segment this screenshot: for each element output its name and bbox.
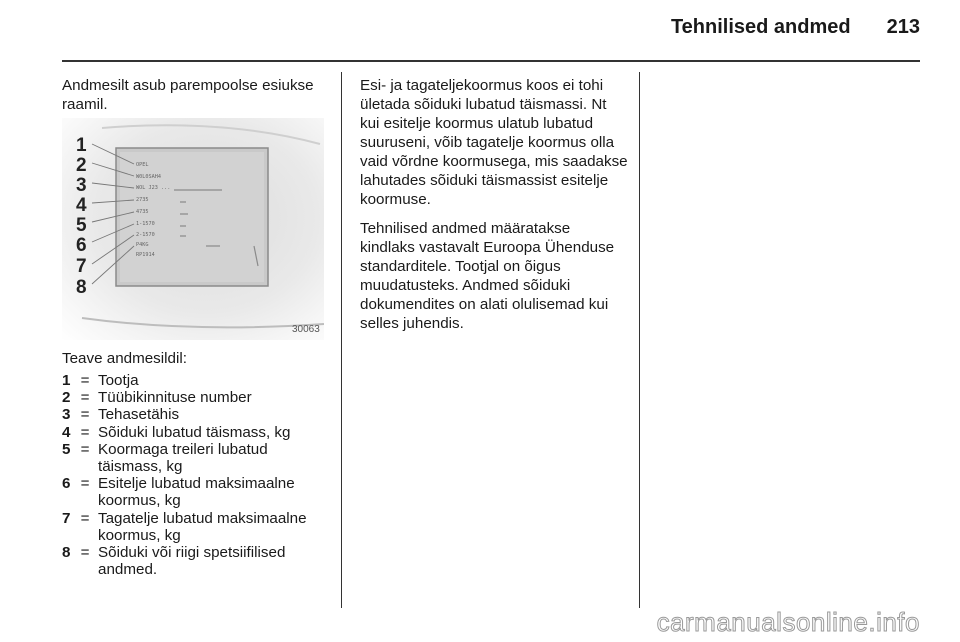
- legend-text: Sõiduki lubatud täismass, kg: [98, 423, 291, 441]
- plate-line: 4735: [136, 209, 149, 215]
- paragraph-standards: Tehnilised andmed määratakse kindlaks vastavalt Euroopa Ühenduse standarditele. Tootjal on õigus muudatusteks. Andmed sõiduki dokumendites on alati olulisemad kui selles juhendis.: [360, 220, 615, 332]
- legend-list: [62, 372, 334, 578]
- callout-numbers: [76, 135, 87, 298]
- legend-equals: =: [80, 475, 90, 493]
- legend-equals: =: [80, 389, 90, 407]
- figure-code: 30063: [292, 324, 320, 335]
- legend-item: [62, 372, 334, 389]
- legend-text: Koormaga treileri lubatud täismass, kg: [98, 440, 268, 476]
- plate-line: RP1914: [136, 252, 155, 258]
- page-header: [671, 16, 920, 39]
- legend-item: [62, 441, 334, 475]
- data-plate-figure: [62, 118, 324, 340]
- callout-number: 4: [76, 195, 87, 216]
- legend-item: [62, 544, 334, 578]
- header-rule: [62, 60, 920, 62]
- legend-number: 6: [62, 475, 71, 493]
- page-number: 213: [886, 16, 920, 38]
- column-divider-1: [341, 72, 342, 608]
- legend-item: [62, 510, 334, 544]
- legend-text: Tootja: [98, 372, 139, 389]
- legend-text: Tagatelje lubatud maksimaalne koormus, kg: [98, 509, 307, 544]
- intro-text: Andmesilt asub parempoolse esiukse raamil.: [62, 77, 314, 113]
- legend-item: [62, 424, 334, 441]
- legend-text: Tüübikinnituse number: [98, 389, 252, 407]
- legend-item: [62, 406, 334, 423]
- legend-number: 8: [62, 544, 71, 562]
- legend-text: Tehasetähis: [98, 406, 180, 424]
- callout-number: 5: [76, 215, 87, 236]
- legend-equals: =: [80, 509, 90, 527]
- legend-number: 1: [62, 372, 71, 389]
- legend-text: Sõiduki või riigi spetsiifilised andmed.: [98, 544, 286, 579]
- right-column-text: [360, 76, 628, 343]
- legend-equals: =: [80, 423, 90, 441]
- callout-number: 8: [76, 277, 87, 298]
- legend-text: Esitelje lubatud maksimaalne koormus, kg: [98, 475, 295, 510]
- legend-number: 5: [62, 440, 71, 458]
- callout-number: 1: [76, 135, 87, 156]
- callout-number: 6: [76, 235, 87, 256]
- column-divider-2: [639, 72, 640, 608]
- callout-number: 2: [76, 155, 87, 176]
- legend-number: 2: [62, 389, 71, 407]
- legend-equals: =: [80, 406, 90, 424]
- plate-line: W0L0SAH4: [136, 174, 161, 180]
- legend-item: [62, 389, 334, 406]
- plate-line: 1-1570: [136, 221, 155, 227]
- paragraph-axle-loads: Esi- ja tagateljekoormus koos ei tohi ületada sõiduki lubatud täismassi. Nt kui esitelje koormus ulatub lubatud suuruseni, võib tagatelje koormus olla vaid võrdne koormusega, mis saadakse lahutades sõiduki täismassist esitelje koormuse.: [360, 77, 628, 208]
- legend-number: 7: [62, 509, 71, 527]
- page-title: Tehnilised andmed: [670, 16, 851, 38]
- plate-line: WOL J23 ...: [136, 185, 171, 191]
- plate-line: OPEL: [136, 162, 149, 168]
- legend-number: 3: [62, 406, 71, 424]
- legend-title: Teave andmesildil:: [62, 350, 187, 367]
- legend-equals: =: [80, 544, 90, 562]
- legend-equals: =: [80, 440, 90, 458]
- plate-line: 2-1570: [136, 232, 155, 238]
- data-plate-illustration: [62, 118, 324, 340]
- plate-line: 2735: [136, 197, 149, 203]
- legend-item: [62, 475, 334, 509]
- watermark: carmanualsonline.info: [656, 607, 920, 637]
- callout-number: 3: [76, 175, 87, 196]
- legend-number: 4: [62, 423, 71, 441]
- plate-line: P4KG: [136, 242, 149, 248]
- legend-equals: =: [80, 372, 90, 389]
- callout-number: 7: [76, 256, 87, 277]
